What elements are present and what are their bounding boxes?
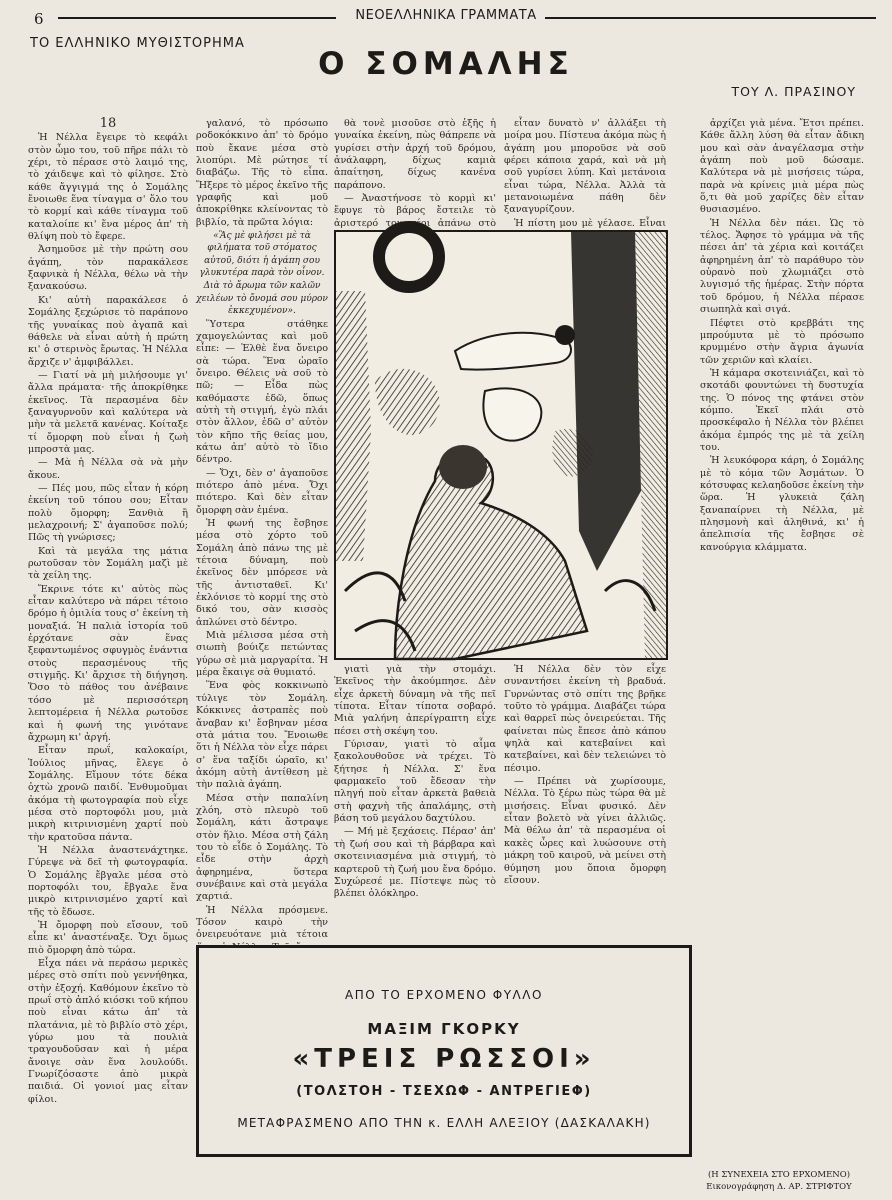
verse: Διὰ τὸ ἄρωμα τῶν καλῶν χειλέων τὸ ὄνομά σου μύρον ἐκκεχυμένον».	[196, 281, 328, 317]
paragraph: Ἡ Νέλλα πρόσμενε. Τόσον καιρὸ τὴν ὀνειρευότανε μιὰ τέτοια	[196, 904, 328, 941]
paragraph: Πέφτει στὸ κρεββάτι της μπρούμυτα μὲ τὸ πρόσωπο κρυμμένο στὴν ἄγρια ἀγωνία τῶν χεριῶν καὶ κλαίει.	[700, 317, 864, 366]
announcement-box	[196, 945, 692, 1157]
paragraph: Ἡ κάμαρα σκοτεινιάζει, καὶ τὸ σκοτάδι φουντώνει τὴ δυστυχία της. Ὁ πόνος της φτάνει στὸν κόμπο. Ἐκεῖ πλάι στὸ προσκέφαλο ἡ Νέλλα τὸν βλέπει ἀκόμα ἐμπρός της μὲ τὰ χείλη του.	[700, 367, 864, 453]
paragraph: Ἡ Νέλλα ἔγειρε τὸ κεφάλι στὸν ὦμο του, τοῦ πῆρε πάλι τὸ χέρι, τὸ πέρασε στὸ λαιμό της, τὸ χάιδεψε καὶ τὸ φίλησε. Στὸ κάθε ἄγγιγμά της ὁ Σομάλης ἔνοιωθε ἕνα τίναγμα σ' ὅλο του τὸ κορμί καὶ κάθε τίναγμα τοῦ καταλοίπε κι' ἕνα μέρος ἀπ' τὴ θλίψη ποὺ τὸ ἔφερε.	[28, 132, 188, 243]
headline: Ο ΣΟΜΑΛΗΣ	[318, 46, 574, 82]
text-column-3-top	[334, 118, 496, 229]
announcement-author: ΜΑΞΙΜ ΓΚΟΡΚΥ	[367, 1020, 521, 1038]
paragraph: Ἡ Νέλλα ἀναστενάχτηκε. Γύρεψε νὰ δεῖ τὴ φωτογραφία. Ὁ Σομάλης ἔβγαλε μέσα στὸ πορτοφόλι του, ἔβγαλε ἕνα μικρὸ κιτρινισμένο χαρτί καὶ τῆς τὸ ἔδωσε.	[28, 844, 188, 918]
paragraph: Ἕνα φὸς κοκκινωπὸ τύλιγε τὸν Σομάλη. Κόκκινες ἀστραπὲς ποὺ ἄναβαν κι' ἔσβηναν μέσα στὰ μάτια του. Ἔνοιωθε ὅτι ἡ Νέλλα τὸν εἶχε πάρει σ' ἕνα ταξίδι ὡραῖο, κι' ἀκόμη αὐτὴ ἀντίθεση μὲ τὴν παλιὰ ἀγάπη.	[196, 680, 328, 791]
paragraph: ἀρχίζει γιὰ μένα. Ἔτσι πρέπει. Κάθε ἄλλη λύση θὰ εἶταν ἄδικη μου καὶ σὰν ἀναγέλασμα στὴν ἀγάπη ποὺ μοῦ δώσαμε. Καλύτερα νὰ μὲ μισήσεις τώρα, παρὰ νὰ κρίνεις μιὰ μέρα πὼς ὅ,τι θὰ μοῦ χαρίζες δὲν εἶταν θυσιασμένο.	[700, 118, 864, 216]
paragraph: Ὕστερα στάθηκε χαμογελώντας καὶ μοῦ εἶπε: — Ἐλθὲ ἕνα ὄνειρο σὰ τώρα. Ἕνα ὡραῖο ὄνειρο. Θέλεις νὰ σοῦ τὸ πῶ; — Εἶδα πὼς καθόμαστε ἐδῶ, ὅπως αὐτὴ τὴ στιγμή, ἐγὼ πλάι στὸν ἄλλον, ἐδῶ σ' αὐτὸν τὸν κῆπο τῆς θείας μου, κάτω ἀπ' αὐτὸ τὸ ἴδιο δέντρο.	[196, 318, 328, 466]
text-column-3-bottom	[334, 664, 496, 936]
paragraph: Εἶταν πρωΐ, καλοκαίρι, Ἰούλιος μῆνας, ἔλεγε ὁ Σομάλης. Εἴμουν τότε δέκα ὀχτὼ χρονῶ παιδί. Ἐνθυμοῦμαι ἀκόμα τὴ φωτογραφία ποὺ εἶχε μέσα στὸ πορτοφόλι μου, μιὰ μικρὴ κιτρινισμένη χαρτί ποὺ τὴν κρατοῦσα πάντα.	[28, 745, 188, 843]
page-number: 6	[34, 10, 44, 28]
paragraph: — Ὄχι, δὲν σ' ἀγαποῦσε πιότερο ἀπὸ μένα. Ὄχι πιότερο. Καὶ δὲν εἶταν ὄμορφη σὰν ἐμένα.	[196, 467, 328, 516]
paragraph: — Πές μου, πῶς εἶταν ἡ κόρη ἐκείνη τοῦ τόπου σου; Εἶταν πολὺ ὄμορφη; Ξανθιὰ ἢ μελαχροινή; Σ' ἀγαποῦσε πολύ; Πῶς τὴ γνώρισες;	[28, 482, 188, 544]
text-column-4-top	[504, 118, 666, 229]
paragraph: Ἡ πίστη μου μὲ γέλασε. Εἶναι	[514, 217, 666, 229]
masthead	[0, 8, 892, 23]
paragraph: Ἡ φωνή της ἔσβησε μέσα στὸ χόρτο τοῦ Σομάλη ἀπὸ πάνω της μὲ τέτοια δύναμη, ποὺ ἐκεῖνος δὲν μπόρεσε νὰ τῆς ἀντισταθεῖ. Κι' ἐκλόνισε τὸ κορμί της στὸ δικό του, σὰν κισσὸς ἁπλώνει στὸ δέντρο.	[196, 518, 328, 628]
man-head	[439, 445, 487, 489]
continuation-note: (Η ΣΥΝΕΧΕΙΑ ΣΤΟ ΕΡΧΟΜΕΝΟ)	[707, 1170, 851, 1180]
paragraph: Μιὰ μέλισσα μέσα στὴ σιωπὴ βούιζε πετώντας γύρω σὲ μιὰ μαργαρίτα. Ἡ μέρα ἔκαιγε σὰ θυμιατό.	[196, 630, 328, 679]
illustration-credit: Εικονογράφηση Δ. ΑΡ. ΣΤΡΙΦΤΟΥ	[706, 1182, 852, 1192]
paragraph: Καὶ τὰ μεγάλα της μάτια ρωτοῦσαν τὸν Σομάλη μαζὶ μὲ τὰ χείλη της.	[28, 545, 188, 582]
paragraph: Κι' αὐτὴ παρακάλεσε ὁ Σομάλης ξεχώρισε τὸ παράπονο τῆς γυναίκας ποὺ ἀγαπᾶ καὶ θάθελε νὰ εἶναι αὐτὴ ἡ πρώτη κι' ὁ στερινὸς ἔρωτας. Ἡ Νέλλα ἄρχιζε ν' ἀμφιβάλλει.	[28, 294, 188, 368]
paragraph: Μέσα στὴν παπαλίνη χλόη, στὸ πλευρὸ τοῦ Σομάλη, κάτι ἄστραψε στὸν ἥλιο. Μέσα στὴ ζάλη του τὸ εἶδε ὁ Σομάλης. Τὸ εἶδε στὴν ἀρχὴ ἀφηρημένα, ὕστερα συνέβαινε καὶ στὰ μεγάλα χαρτιά.	[196, 792, 328, 903]
woodcut-illustration	[334, 230, 668, 660]
paragraph: — Γιατί νὰ μὴ μιλήσουμε γι' ἄλλα πράματα· τῆς ἀποκρίθηκε ἐκεῖνος. Τὰ περασμένα δὲν ξαναγυρνοῦν καὶ καλύτερα νὰ μὴν τὰ μελετᾶ κανένας. Κοίταξε τί ὄμορφη ποὺ εἶναι ἡ ζωὴ μπροστὰ μας.	[28, 369, 188, 455]
announcement-title: «ΤΡΕΙΣ ΡΩΣΣΟΙ»	[292, 1044, 596, 1074]
chapter-number: 18	[99, 116, 117, 131]
paragraph: θὰ τονὲ μισοῦσε στὸ ἑξῆς ἡ γυναίκα ἐκείνη, πὼς θάπρεπε νὰ γυρίσει στὴν ἀρχή τοῦ δρόμου, ἀνάλαφρη, δίχως καμιὰ ἀπαίτηση, δίχως κανένα παράπονο.	[334, 118, 496, 191]
paragraph: Ἡ Νέλλα δὲν τὸν εἶχε συναντήσει ἐκείνη τὴ βραδυά. Γυρνώντας στὸ σπίτι της βρῆκε τοῦτο τὸ γράμμα. Διαβάζει τώρα καὶ θαρρεῖ πὼς ὀνειρεύεται. Τῆς φαίνεται πὼς ἔπεσε ἀπὸ κάπου ψηλὰ καὶ κατεβαίνει καὶ κατεβαίνει, καὶ δὲν τελειώνει τὸ πέσιμο.	[504, 664, 666, 774]
foliage-cluster	[483, 388, 541, 440]
masthead-title: ΝΕΟΕΛΛΗΝΙΚΑ ΓΡΑΜΜΑΤΑ	[347, 8, 544, 23]
announcement-kicker: ΑΠΟ ΤΟ ΕΡΧΟΜΕΝΟ ΦΥΛΛΟ	[345, 988, 543, 1002]
paragraph: Ἀσημοῦσε μὲ τὴν πρώτη σου ἀγάπη, τὸν παρακάλεσε ξαφνικὰ ἡ Νέλλα, θέλω νὰ τὴν ξανακούσω.	[28, 244, 188, 293]
paragraph: εἶταν δυνατὸ ν' ἀλλάξει τὴ μοίρα μου. Πίστευα ἀκόμα πὼς ἡ ἀγάπη μου μποροῦσε νὰ σοῦ φέρει κάποια χαρά, καὶ νὰ μὴ σοῦ γυρίσει λύπη. Καὶ μετάνοια εἶναι τώρα, Νέλλα. Ἀλλὰ τὰ μετανοιωμένα πάθη δὲν ξαναγυρίζουν.	[504, 118, 666, 216]
paragraph: Εἶχα πάει νὰ περάσω μερικὲς μέρες στὸ σπίτι ποὺ γεννήθηκα, στὴν ἐξοχή. Καθόμουν ἐκεῖνο τὸ πρωΐ στὸ ἁπλό κιόσκι τοῦ κήπου ποὺ εἶναι κάτω ἀπ' τὰ πλατάνια, μὲ τὸ βιβλίο στὸ χέρι, γύρω μου τὰ πουλιὰ τραγουδοῦσαν καὶ ἡ μέρα ἄνοιγε σὰν ἕνα λουλούδι. Γνωρίζόσαστε ἀπὸ μικρὰ παιδιά. Οἱ γονιοί μας εἶταν φίλοι.	[28, 958, 188, 1105]
paragraph: Ἡ λευκόφορα κάρη, ὁ Σομάλης μὲ τὸ κόμα τῶν Ἀσμάτων. Ὁ κότσυφας κελαηδοῦσε ἐκείνη τὴν ὥρα. Ἡ γλυκειὰ ζάλη ξαναπαίρνει τὴ Νέλλα, μὲ πλησμονὴ καὶ ἀληθινά, κι' ἡ ἀπελπισία τῆς ἔσβησε σὲ κανούργια κλάμματα.	[700, 455, 864, 553]
verse: «Ἂς μὲ φιλήσει μὲ τὰ φιλήματα τοῦ στόματος αὐτοῦ, διότι ἡ ἀγάπη σου γλυκυτέρα παρὰ τὸν οἶνον.	[199, 231, 325, 279]
paragraph: Γύρισαν, γιατὶ τὸ αἷμα ξακολουθοῦσε νὰ τρέχει. Τὸ ξήτησε ἡ Νέλλα. Σ' ἕνα φαρμακεῖο τοῦ ἔδεσαν τὴν πληγή ποὺ εἶταν ἀρκετὰ βαθειὰ στὴ φαχνὴ τῆς ἀπαλάμης, στὴ βάση τοῦ μεγάλου δαχτύλου.	[334, 739, 496, 825]
woodcut-drawing	[335, 231, 667, 659]
paragraph: Ἔκρινε τότε κι' αὐτὸς πὼς εἶταν καλύτερο νὰ πάρει τέτοιο δρόμο ἡ ὁμιλία τους σ' ἐκείνη τὴ μοναξιά. Ἡ παλιὰ ἱστορία τοῦ ἐρχότανε σὰν ἕνας ξεφαντωμένος σφυγμὸς ἐνάντια στοὺς περασμένους τῆς στιγμῆς. Κι' ἄρχισε τὴ διήγηση. Ὅσο τὸ πάθος του ἀνέβαινε τόσο μὲ περισσότερη λεπτομέρεια ἡ Νέλλα ρωτοῦσε καὶ ἡ φωνή της γινότανε ἄχρωμη κι' ἀργή.	[28, 583, 188, 743]
figure-head	[555, 325, 575, 345]
byline: ΤΟΥ Λ. ΠΡΑΣΙΝΟΥ	[731, 84, 856, 99]
text-column-1	[28, 118, 188, 1170]
paragraph: Ἡ Νέλλα δὲν πάει. Ὡς τὸ τέλος. Ἄφησε τὸ γράμμα νὰ τῆς πέσει ἀπ' τὰ χέρια καὶ κοιτάζει ἀφηρημένη ἀπ' τὸ παράθυρο τὸν οὐρανὸ ποὺ χλωμιάζει στὸ λυγισμό τῆς ἡμέρας. Στὴν πόρτα τοῦ δρόμου, ἡ Νέλλα πέρασε σιωπηλὰ καὶ σιγά.	[700, 217, 864, 316]
announcement-translator: ΜΕΤΑΦΡΑΣΜΕΝΟ ΑΠΟ ΤΗΝ κ. ΕΛΛΗ ΑΛΕΞΙΟΥ (ΔΑΣΚΑΛΑΚΗ)	[237, 1116, 651, 1130]
paragraph: — Πρέπει νὰ χωρίσουμε, Νέλλα. Τὸ ξέρω πὼς τώρα θὰ μὲ μισήσεις. Εἶναι φυσικό. Δὲν εἶταν βολετὸ νὰ γίνει ἀλλιῶς. Μὰ θέλω ἀπ' τὰ περασμένα οἱ κακὲς ὧρες καὶ λυώσουνε στὴ μάκρη τοῦ καιροῦ, νὰ μείνει στὴ θύμηση μου ὅποια ὄμορφη εἴσουν.	[504, 776, 666, 886]
paragraph: γιατὶ γιὰ τὴν στομάχι. Ἐκεῖνος τὴν ἀκούμπησε. Δὲν εἶχε ἀρκετὴ δύναμη νὰ τῆς πεῖ τίποτα. Εἶταν τίποτα σοβαρό. Μιὰ γαλήνη ἀπερίγραπτη εἶχε πέσει στὴ σκέψη του.	[334, 664, 496, 737]
paragraph: — Μή μὲ ξεχάσεις. Πέρασ' ἀπ' τὴ ζωή σου καὶ τὴ βάρβαρα καὶ σκοτεινιασμένα μιὰ στιγμή, τὸ καρτεροῦ τὴ ζωή μου ἔνα δρόμο. Συχώρεσέ με. Πίστεψε πὼς τὸ βλέπει ὁλόκληρο.	[334, 826, 496, 900]
paragraph: Ἡ ὄμορφη ποὺ εἴσουν, τοῦ εἶπε κι' ἀναστέναξε. Ὄχι ὅμως πιὸ ὄμορφη ἀπὸ τώρα.	[28, 920, 188, 956]
paragraph: — Ἀναστήνοσε τὸ κορμὶ κι' ἔφυγε τὸ βάρος ἔστειλε τὸ ἀριστερό του χέρι ἀπάνω στὸ	[334, 193, 496, 229]
paragraph: — Μὰ ἡ Νέλλα σὰ νὰ μὴν ἄκουε.	[28, 457, 188, 481]
section-title: ΤΟ ΕΛΛΗΝΙΚΟ ΜΥΘΙΣΤΟΡΗΜΑ	[30, 36, 245, 51]
paragraph: γαλανό, τὸ πρόσωπο ροδοκόκκινο ἀπ' τὸ δρόμο ποὺ ἔκανε μέσα στὸ λιοπύρι. Μὲ ρώτησε τί διαβάζω. Τῆς τὸ εἶπα. Ἤξερε τὸ μέρος ἐκεῖνο τῆς γραφῆς καὶ μοῦ ἀποκρίθηκε κλείνοντας τὸ βιβλίο, τὰ πρῶτα λόγια:	[196, 118, 328, 228]
announcement-subtitle: (ΤΟΛΣΤΟΗ - ΤΣΕΧΩΦ - ΑΝΤΡΕΓΙΕΦ)	[296, 1084, 592, 1099]
text-column-5	[700, 118, 864, 1162]
text-column-2	[196, 118, 328, 941]
text-column-4-bottom	[504, 664, 666, 936]
